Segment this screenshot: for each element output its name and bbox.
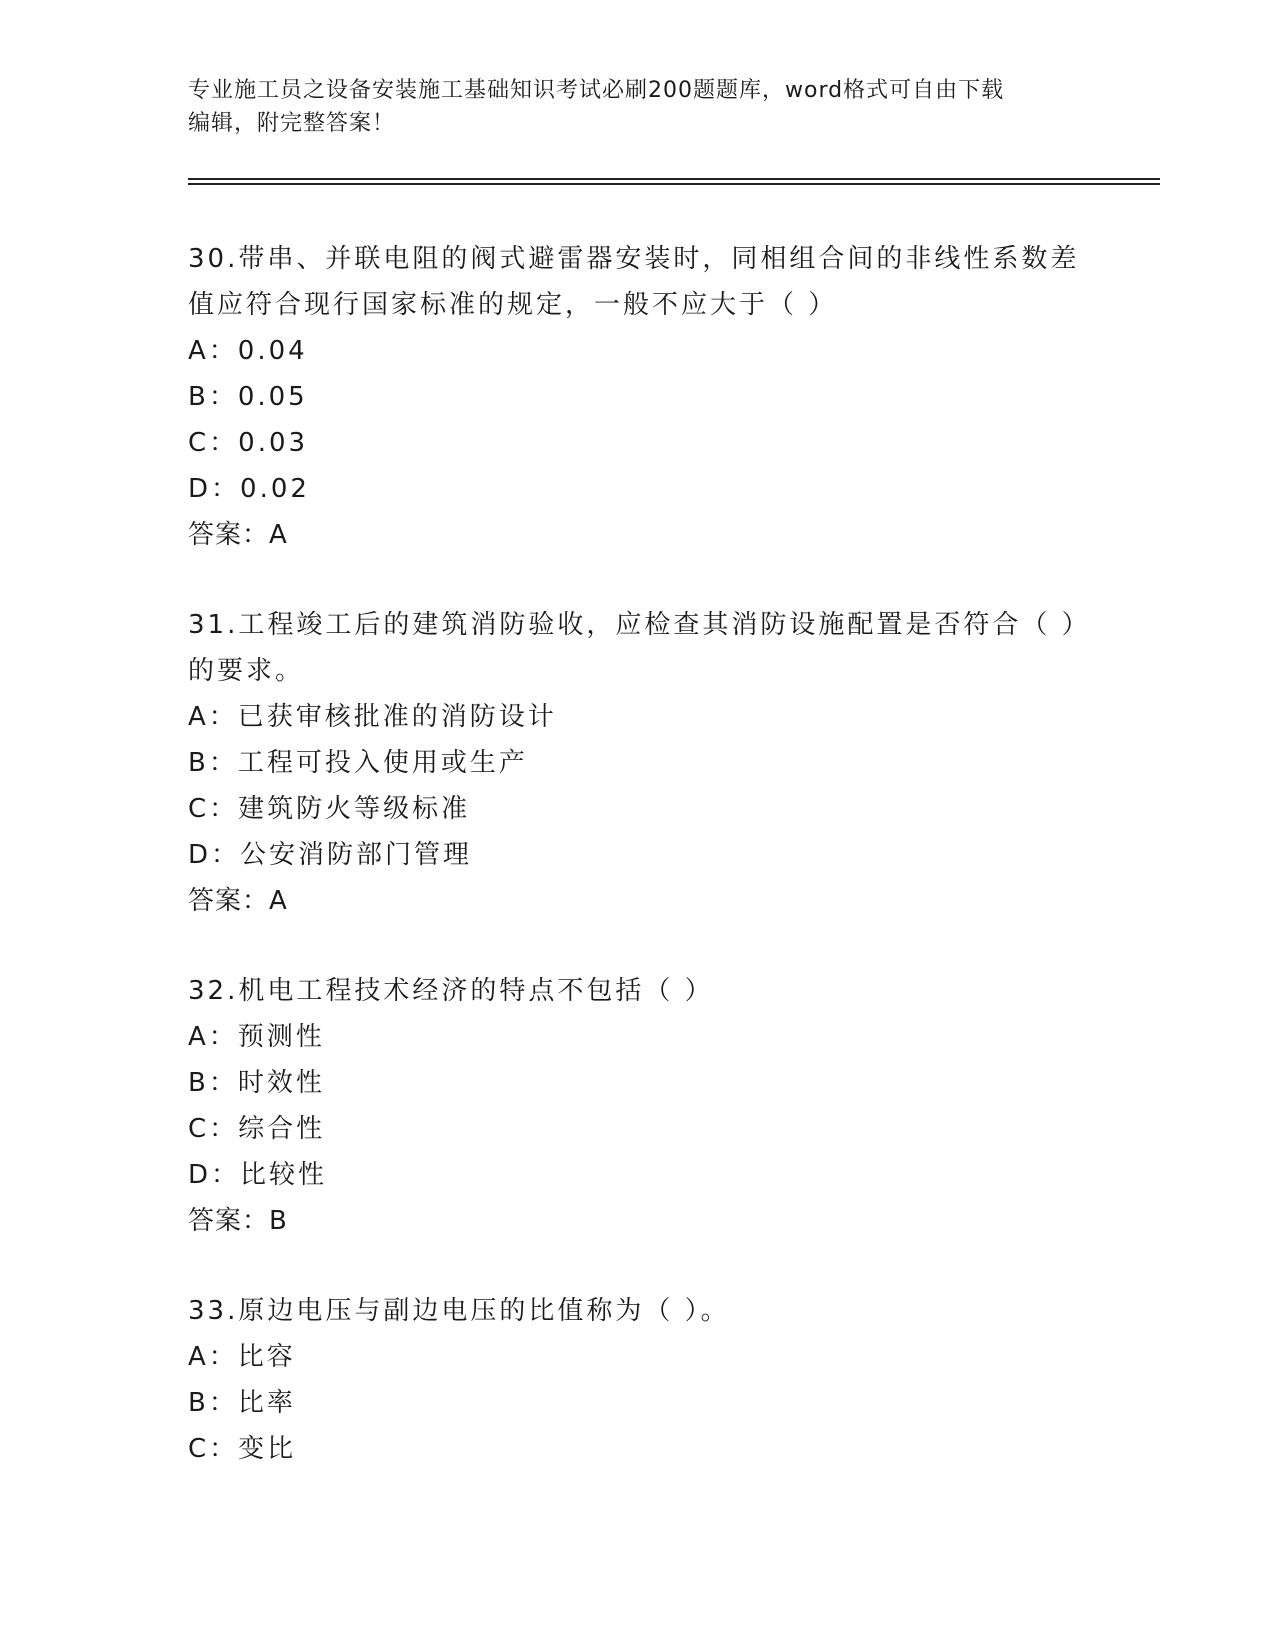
option-a: A：0.04 [188, 336, 308, 366]
option-b: B：0.05 [188, 382, 308, 412]
option-c: C：变比 [188, 1434, 297, 1464]
option-c: C：0.03 [188, 428, 309, 458]
question-30 [188, 236, 1088, 558]
option-d: D：比较性 [188, 1160, 328, 1190]
option-a: A：已获审核批准的消防设计 [188, 702, 557, 732]
option-c: C：综合性 [188, 1114, 326, 1144]
option-b: B：工程可投入使用或生产 [188, 748, 528, 778]
option-a: A：预测性 [188, 1022, 325, 1052]
header-divider-bottom [188, 183, 1160, 185]
document-title-line-2: 编辑，附完整答案！ [188, 111, 396, 136]
document-header [188, 74, 1088, 140]
option-a: A：比容 [188, 1342, 296, 1372]
option-b: B：时效性 [188, 1068, 325, 1098]
answer-line: 答案：B [188, 1206, 288, 1236]
header-divider-top [188, 178, 1160, 180]
question-stem: 32.机电工程技术经济的特点不包括（ ） [188, 976, 714, 1006]
option-c: C：建筑防火等级标准 [188, 794, 471, 824]
option-d: D：0.02 [188, 474, 310, 504]
answer-line: 答案：A [188, 886, 288, 916]
question-stem: 31.工程竣工后的建筑消防验收，应检查其消防设施配置是否符合（ ）的要求。 [188, 610, 1078, 686]
answer-line: 答案：A [188, 520, 288, 550]
option-d: D：公安消防部门管理 [188, 840, 473, 870]
question-33 [188, 1288, 1088, 1472]
document-title-line-1: 专业施工员之设备安装施工基础知识考试必刷200题题库，word格式可自由下载 [188, 78, 1005, 103]
option-b: B：比率 [188, 1388, 296, 1418]
question-stem: 33.原边电压与副边电压的比值称为（ ）。 [188, 1296, 730, 1326]
question-stem: 30.带串、并联电阻的阀式避雷器安装时，同相组合间的非线性系数差值应符合现行国家标准的规定，一般不应大于（ ） [188, 244, 1080, 320]
question-list [188, 236, 1088, 1516]
question-32 [188, 968, 1088, 1244]
question-31 [188, 602, 1088, 924]
